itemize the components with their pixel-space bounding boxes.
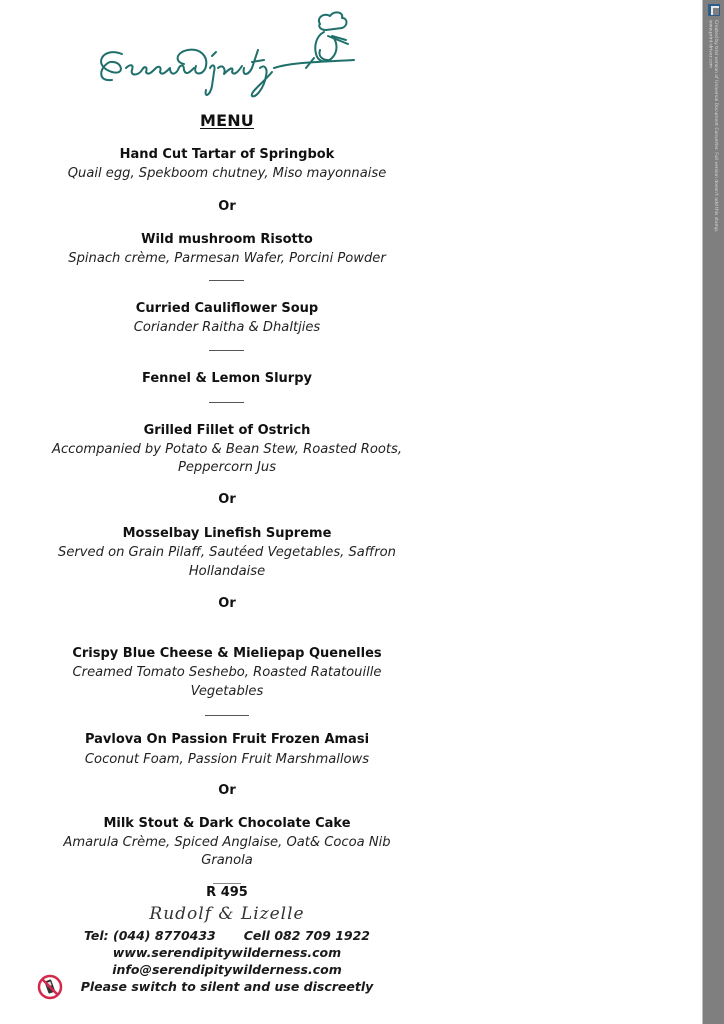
dish-title: Milk Stout & Dark Chocolate Cake [103,816,351,831]
phone-notice: Please switch to silent and use discreetly [80,979,374,994]
hosts-signature: Rudolf & Lizelle [149,904,305,924]
or-label: Or [218,783,236,798]
contact-phones [20,927,434,944]
dish-title: Grilled Fillet of Ostrich [143,423,311,438]
email-link[interactable]: info@serendipitywilderness.com [112,962,342,977]
converter-watermark-strip [702,0,724,1024]
course-divider [209,350,244,351]
dish-title: Crispy Blue Cheese & Mieliepap Quenelles [72,646,382,661]
no-mobile-phone-icon [37,974,63,1000]
dish-description: Accompanied by Potato & Bean Stew, Roasted Roots, [51,441,402,457]
dish-description: Spinach crème, Parmesan Wafer, Porcini Powder [68,250,386,266]
website-link[interactable]: www.serendipitywilderness.com [112,945,342,960]
dish-description: Granola [201,852,253,868]
dish-title: Pavlova On Passion Fruit Frozen Amasi [84,732,370,747]
dish-description: Quail egg, Spekboom chutney, Miso mayonnaise [67,165,387,181]
dish-description: Hollandaise [188,563,266,579]
menu-title: MENU [199,111,255,130]
dish-description: Vegetables [190,683,264,699]
dish-description: Coconut Foam, Passion Fruit Marshmallows [84,751,370,767]
or-label: Or [218,596,236,611]
watermark-line-1: Created by trial version of Universal Document Converter. Full version doesn't add this stamp. [713,20,718,233]
dish-description: Amarula Crème, Spiced Anglaise, Oat& Cocoa Nib [63,834,391,850]
dish-description: Coriander Raitha & Dhaltjies [133,319,321,335]
watermark-line-2: www.print-driver.com [707,20,713,69]
or-label: Or [218,492,236,507]
dish-title: Hand Cut Tartar of Springbok [119,147,335,162]
dish-title: Curried Cauliflower Soup [135,301,319,316]
dish-description: Peppercorn Jus [177,459,277,475]
telephone-number: Tel: (044) 8770433 [83,928,216,943]
menu-price: R 495 [206,885,248,900]
or-label: Or [218,199,236,214]
dish-title: Mosselbay Linefish Supreme [122,526,332,541]
dish-title: Fennel & Lemon Slurpy [142,371,312,386]
dish-title: Wild mushroom Risotto [141,232,313,247]
dish-description: Served on Grain Pilaff, Sautéed Vegetables, Saffron [58,544,396,560]
watermark-text [707,20,718,232]
document-converter-icon [708,4,720,16]
course-divider [209,402,244,403]
dish-description: Creamed Tomato Seshebo, Roasted Ratatouille [72,664,382,680]
course-divider [209,280,244,281]
course-divider [205,715,249,716]
serendipity-logo [92,6,372,106]
cell-number: Cell 082 709 1922 [243,928,371,943]
